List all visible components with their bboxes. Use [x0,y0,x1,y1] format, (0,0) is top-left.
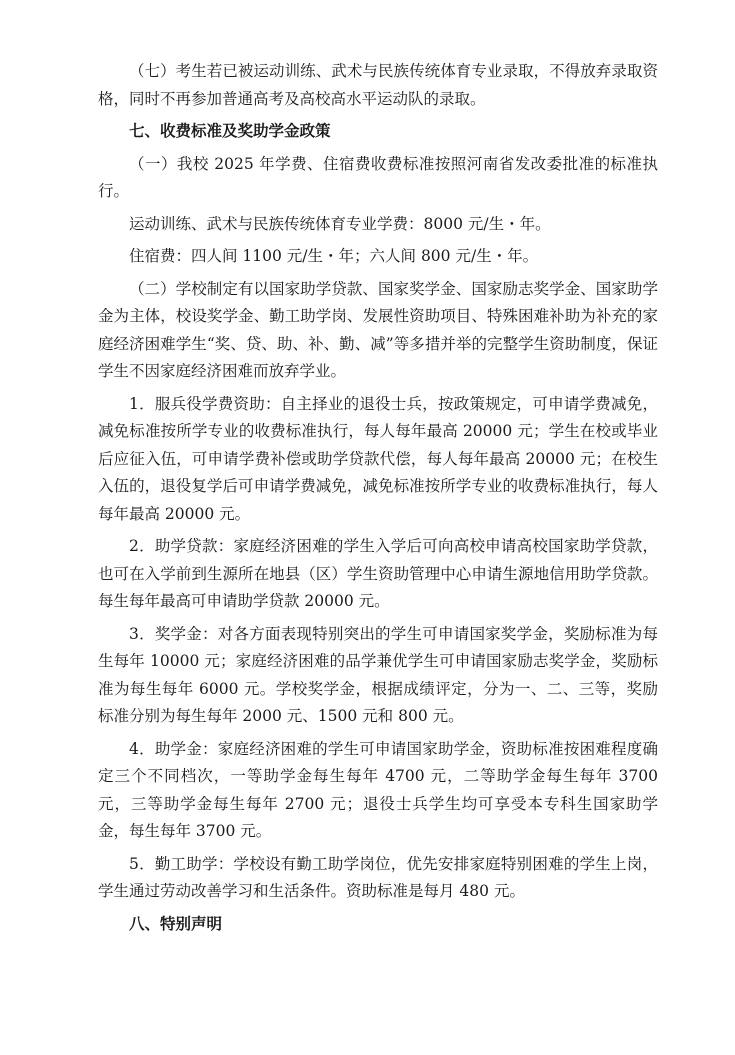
paragraph-military-aid: 1．服兵役学费资助：自主择业的退役士兵，按政策规定，可申请学费减免，减免标准按所学专业的收费标准执行，每人每年最高 20000 元；学生在校或毕业后应征入伍，可申请学费补偿或助学贷款代偿，每人每年最高 20000 元；在校生入伍的，退役复学后可申请学费减免，减免标准按所学专业的收费标准执行，每人每年最高 20000 元。 [98,394,658,523]
paragraph-tuition: 运动训练、武术与民族传统体育专业学费：8000 元/生・年。 [129,214,551,233]
paragraph-work-study: 5．勤工助学：学校设有勤工助学岗位，优先安排家庭特别困难的学生上岗，学生通过劳动改善学习和生活条件。资助标准是每月 480 元。 [98,854,658,900]
paragraph-clause-7: （七）考生若已被运动训练、武术与民族传统体育专业录取，不得放弃录取资格，同时不再参加普通高考及高校高水平运动队的录取。 [98,62,658,108]
paragraph-aid-system: （二）学校制定有以国家助学贷款、国家奖学金、国家励志奖学金、国家助学金为主体，校设奖学金、勤工助学岗、发展性资助项目、特殊困难补助为补充的家庭经济困难学生“奖、贷、助、补、勤、减”等多措并举的完整学生资助制度，保证学生不因家庭经济困难而放弃学业。 [98,279,658,380]
paragraph-fee-standard: （一）我校 2025 年学费、住宿费收费标准按照河南省发改委批准的标准执行。 [98,154,658,200]
paragraph-scholarship: 3．奖学金：对各方面表现特别突出的学生可申请国家奖学金，奖励标准为每生每年 10000 元；家庭经济困难的品学兼优学生可申请国家励志奖学金，奖励标准为每生每年 6000 元。学校奖学金，根据成绩评定，分为一、二、三等，奖励标准分别为每生每年 2000 元、1500 元和 800 元。 [98,624,658,725]
paragraph-dorm-fee: 住宿费：四人间 1100 元/生・年；六人间 800 元/生・年。 [129,247,539,265]
section-8-heading: 八、特别声明 [129,914,223,933]
section-7-heading: 七、收费标准及奖助学金政策 [129,122,331,140]
document-body [98,58,658,943]
paragraph-grant: 4．助学金：家庭经济困难的学生可申请国家助学金，资助标准按困难程度确定三个不同档次，一等助学金每生每年 4700 元，二等助学金每生每年 3700 元，三等助学金每生每年 2700 元；退役士兵学生均可享受本专科生国家助学金，每生每年 3700 元。 [98,739,658,840]
paragraph-student-loan: 2．助学贷款：家庭经济困难的学生入学后可向高校申请高校国家助学贷款，也可在入学前到生源所在地县（区）学生资助管理中心申请生源地信用助学贷款。每生每年最高可申请助学贷款 20000 元。 [98,537,658,610]
